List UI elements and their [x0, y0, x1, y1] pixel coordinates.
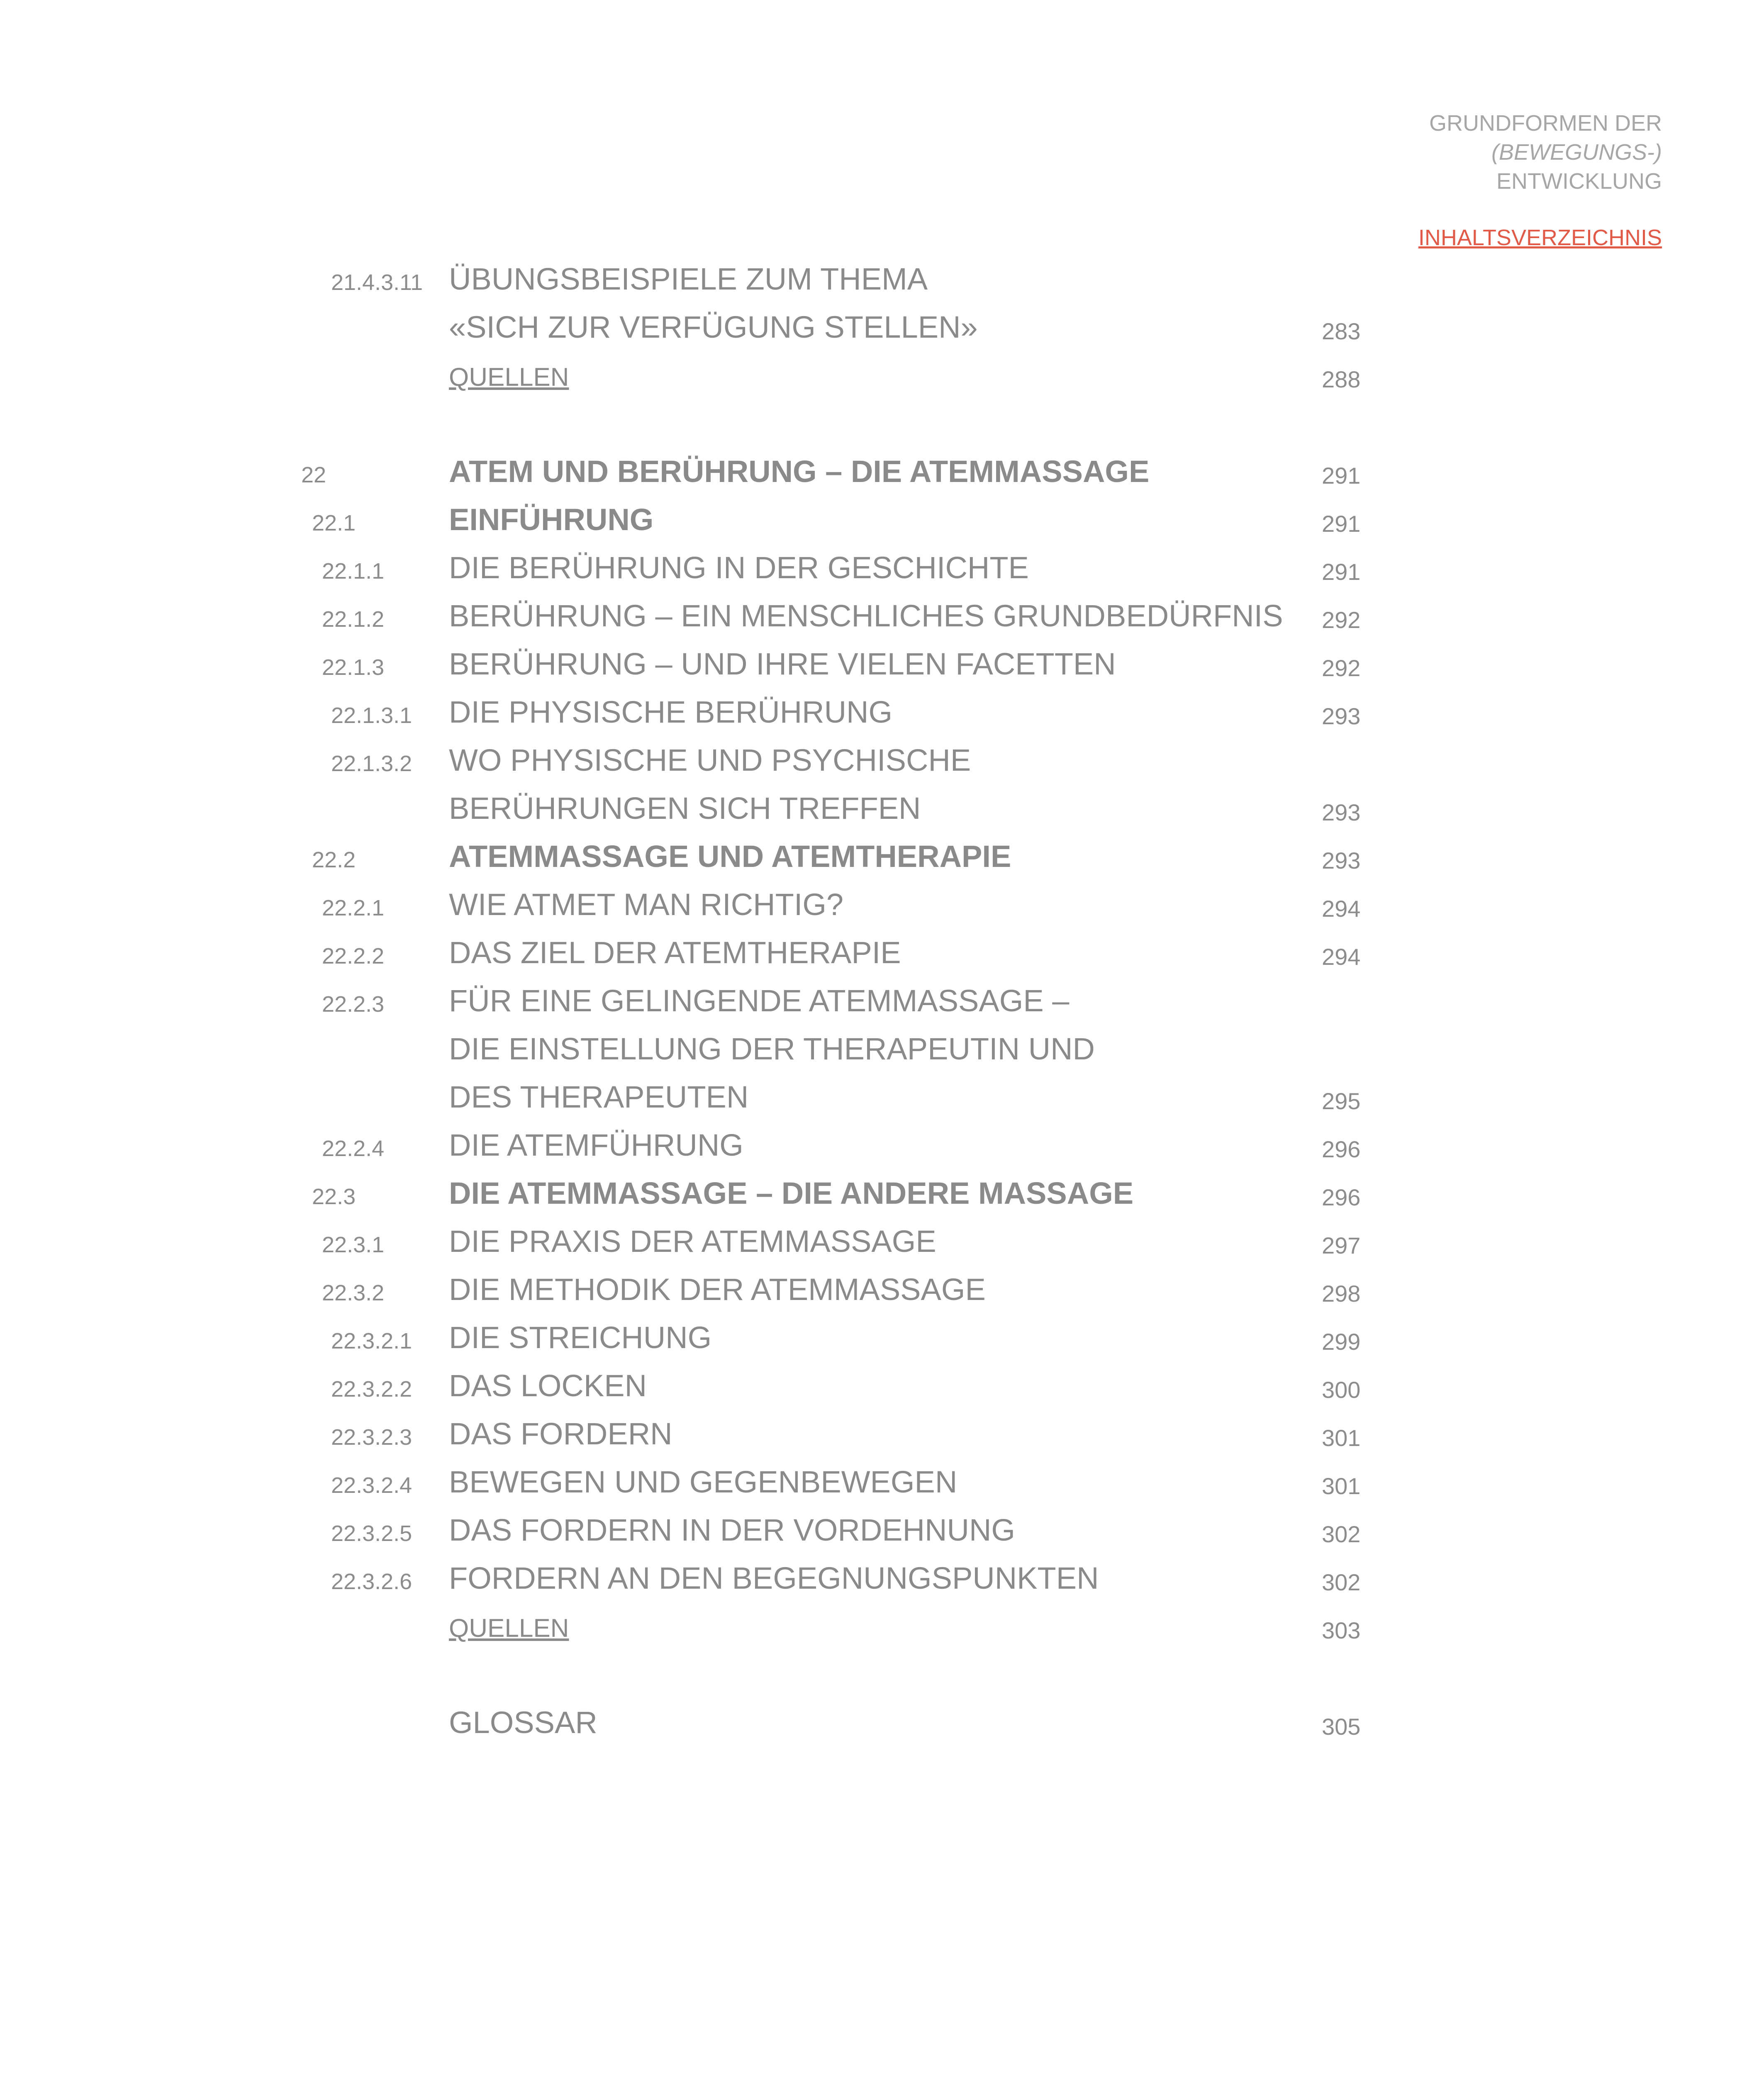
running-header	[1429, 109, 1662, 196]
entry-title: DAS FORDERN IN DER VORDEHNUNG	[449, 1513, 1015, 1547]
entry-number: 22.3.2.1	[331, 1329, 412, 1353]
sources-link[interactable]: QUELLEN	[449, 1614, 569, 1643]
toc-entry	[0, 1316, 1764, 1364]
entry-title: BERÜHRUNG – UND IHRE VIELEN FACETTEN	[449, 647, 1116, 681]
entry-title: ÜBUNGSBEISPIELE ZUM THEMA	[449, 262, 928, 296]
toc-entry	[0, 883, 1764, 931]
entry-page: 291	[1322, 559, 1361, 585]
entry-title: DIE PRAXIS DER ATEMMASSAGE	[449, 1224, 936, 1259]
toc-entry	[0, 979, 1764, 1027]
entry-number: 22.1.3.2	[331, 751, 412, 776]
entry-title: DIE ATEMMASSAGE – DIE ANDERE MASSAGE	[449, 1176, 1134, 1210]
entry-number: 22.3.2.6	[331, 1569, 412, 1594]
entry-number: 22	[301, 463, 326, 487]
entry-number: 22.3.2.3	[331, 1425, 412, 1450]
toc-entry	[0, 546, 1764, 594]
entry-title: FORDERN AN DEN BEGEGNUNGSPUNKTEN	[449, 1561, 1099, 1595]
entry-page: 305	[1322, 1714, 1361, 1740]
toc-entry	[0, 1075, 1764, 1123]
toc-entry	[0, 305, 1764, 353]
toc-entry-glossary	[0, 1701, 1764, 1749]
entry-title: FÜR EINE GELINGENDE ATEMMASSAGE –	[449, 983, 1070, 1018]
entry-page: 302	[1322, 1569, 1361, 1595]
entry-number: 22.1.3.1	[331, 703, 412, 728]
header-line-1: GRUNDFORMEN DER	[1429, 111, 1662, 136]
toc-entry-sources[interactable]	[0, 1604, 1764, 1653]
entry-number: 22.2.4	[322, 1136, 385, 1161]
entry-page: 294	[1322, 944, 1361, 970]
entry-number: 22.1.3	[322, 655, 385, 680]
entry-page: 302	[1322, 1521, 1361, 1547]
entry-number: 22.1	[312, 511, 356, 536]
toc-entry	[0, 594, 1764, 642]
entry-number: 22.2.1	[322, 896, 385, 920]
toc-entry	[0, 257, 1764, 305]
entry-number: 22.3.2.2	[331, 1377, 412, 1402]
entry-title: DAS FORDERN	[449, 1417, 672, 1451]
toc-entry	[0, 1268, 1764, 1316]
entry-number: 22.3.2.4	[331, 1473, 412, 1498]
header-line-3: ENTWICKLUNG	[1496, 169, 1662, 194]
entry-title: DAS ZIEL DER ATEMTHERAPIE	[449, 935, 901, 970]
entry-page: 300	[1322, 1377, 1361, 1403]
toc-entry	[0, 1412, 1764, 1460]
entry-page: 291	[1322, 511, 1361, 537]
entry-page: 293	[1322, 799, 1361, 825]
toc-entry-section	[0, 1171, 1764, 1220]
entry-page: 294	[1322, 896, 1361, 922]
toc-entry	[0, 1460, 1764, 1508]
entry-title: DES THERAPEUTEN	[449, 1080, 749, 1114]
entry-page: 283	[1322, 318, 1361, 344]
entry-number: 22.3.1	[322, 1232, 385, 1257]
toc-entry	[0, 786, 1764, 835]
entry-page: 301	[1322, 1473, 1361, 1499]
toc-entry	[0, 690, 1764, 738]
entry-number: 22.1.2	[322, 607, 385, 632]
entry-page: 297	[1322, 1232, 1361, 1259]
entry-title: DIE EINSTELLUNG DER THERAPEUTIN UND	[449, 1032, 1095, 1066]
entry-page: 296	[1322, 1136, 1361, 1162]
entry-title: BEWEGEN UND GEGENBEWEGEN	[449, 1465, 958, 1499]
toc-entry	[0, 1220, 1764, 1268]
entry-title: DIE STREICHUNG	[449, 1320, 712, 1355]
entry-page: 301	[1322, 1425, 1361, 1451]
entry-page: 293	[1322, 847, 1361, 874]
entry-number: 22.3.2.5	[331, 1521, 412, 1546]
toc-entry-sources[interactable]	[0, 353, 1764, 402]
sources-link[interactable]: QUELLEN	[449, 363, 569, 392]
toc-entry	[0, 1027, 1764, 1075]
header-line-2: (BEWEGUNGS-)	[1491, 140, 1662, 165]
entry-title: DIE METHODIK DER ATEMMASSAGE	[449, 1272, 986, 1307]
toc-entry	[0, 1508, 1764, 1556]
entry-title: DIE ATEMFÜHRUNG	[449, 1128, 743, 1162]
entry-page: 299	[1322, 1329, 1361, 1355]
entry-page: 303	[1322, 1617, 1361, 1643]
toc-entry-section	[0, 835, 1764, 883]
entry-title: WIE ATMET MAN RICHTIG?	[449, 887, 844, 922]
entry-page: 292	[1322, 655, 1361, 681]
toc-entry	[0, 642, 1764, 690]
toc-entry	[0, 1556, 1764, 1604]
entry-number: 22.2.3	[322, 992, 385, 1017]
entry-page: 288	[1322, 366, 1361, 392]
entry-title: GLOSSAR	[449, 1705, 597, 1740]
entry-title: BERÜHRUNG – EIN MENSCHLICHES GRUNDBEDÜRFNIS	[449, 599, 1283, 633]
entry-page: 293	[1322, 703, 1361, 729]
entry-title: DIE PHYSISCHE BERÜHRUNG	[449, 695, 893, 729]
entry-page: 298	[1322, 1280, 1361, 1307]
toc-entry	[0, 931, 1764, 979]
table-of-contents-link[interactable]: INHALTSVERZEICHNIS	[1418, 225, 1662, 250]
toc-entry	[0, 738, 1764, 786]
entry-title: EINFÜHRUNG	[449, 502, 654, 537]
entry-title: DAS LOCKEN	[449, 1368, 647, 1403]
entry-title: ATEM UND BERÜHRUNG – DIE ATEMMASSAGE	[449, 454, 1150, 489]
entry-page: 295	[1322, 1088, 1361, 1114]
entry-title: BERÜHRUNGEN SICH TREFFEN	[449, 791, 921, 825]
entry-title: «SICH ZUR VERFÜGUNG STELLEN»	[449, 310, 978, 344]
entry-number: 22.3.2	[322, 1280, 385, 1305]
toc-entry	[0, 1123, 1764, 1171]
entry-title: DIE BERÜHRUNG IN DER GESCHICHTE	[449, 550, 1029, 585]
entry-page: 291	[1322, 463, 1361, 489]
entry-page: 292	[1322, 607, 1361, 633]
entry-title: ATEMMASSAGE UND ATEMTHERAPIE	[449, 839, 1011, 874]
entry-number: 22.3	[312, 1184, 356, 1209]
entry-number: 22.2	[312, 847, 356, 872]
entry-title: WO PHYSISCHE UND PSYCHISCHE	[449, 743, 971, 777]
toc-entry-section	[0, 498, 1764, 546]
entry-number: 22.2.2	[322, 944, 385, 969]
entry-page: 296	[1322, 1184, 1361, 1210]
toc-entry-chapter	[0, 450, 1764, 498]
toc-entry	[0, 1364, 1764, 1412]
entry-number: 21.4.3.11	[331, 270, 423, 295]
entry-number: 22.1.1	[322, 559, 385, 584]
